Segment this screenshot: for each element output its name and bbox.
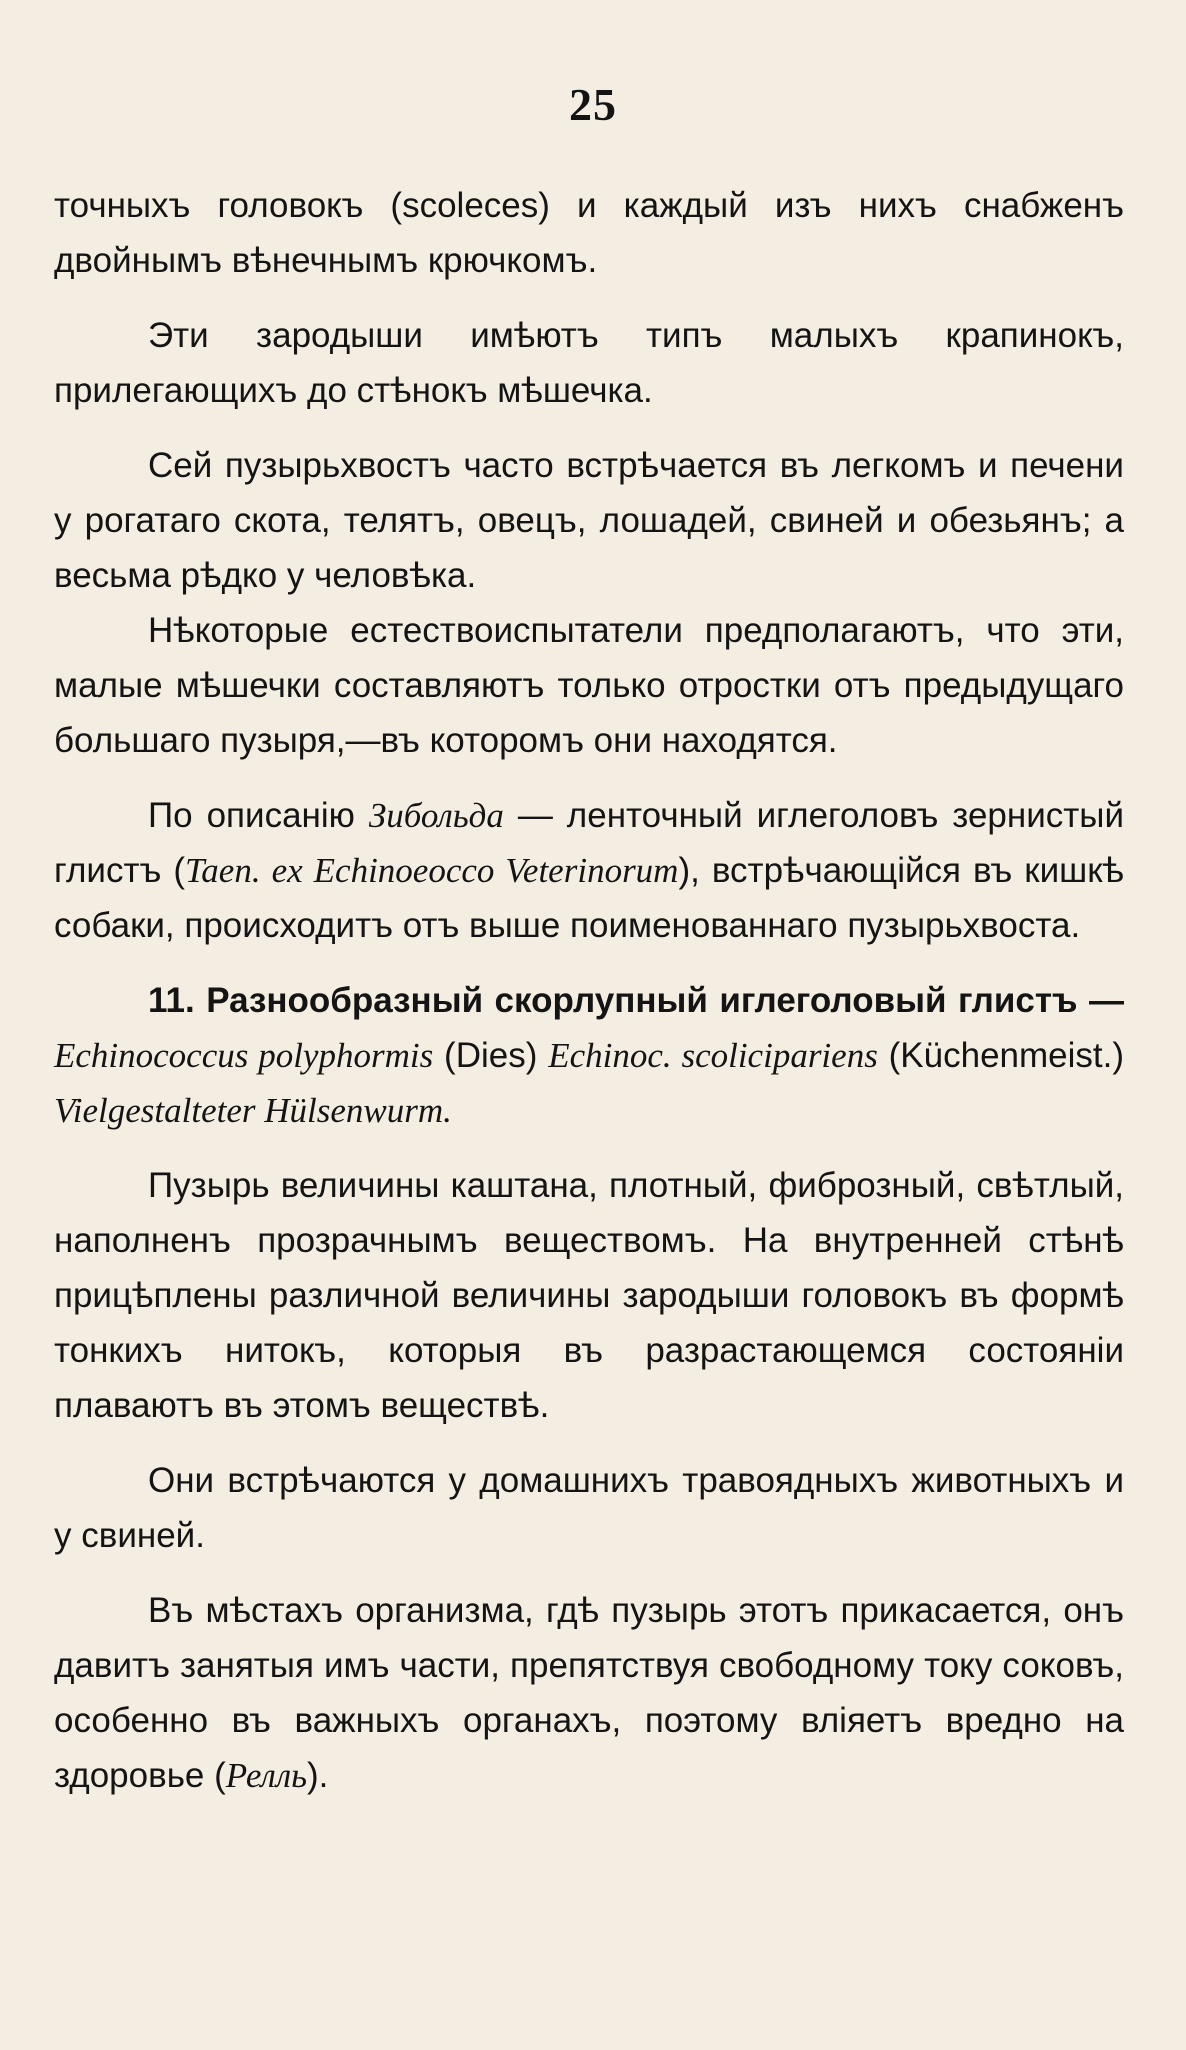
section-author-2: (Küchenmeist.) (877, 1036, 1125, 1075)
section-number: 11. (148, 981, 195, 1020)
section-author-1: (Dies) (433, 1036, 549, 1075)
siebold-text-c: ), встрѣчающійся въ кишкѣ собаки, происходитъ отъ выше поименованнаго пузырьхвоста. (54, 851, 1124, 945)
paragraph-embryos: Эти зародыши имѣютъ типъ малыхъ крапинокъ, прилегающихъ до стѣнокъ мѣшечка. (54, 316, 1124, 410)
section-latin-name-1: Echinococcus polyphormis (54, 1036, 434, 1075)
paragraph-effects (54, 1583, 1124, 1803)
paragraph-hosts: Они встрѣчаются у домашнихъ травоядныхъ животныхъ и у свиней. (54, 1461, 1124, 1555)
paragraph-occurrence: Сей пузырьхвостъ часто встрѣчается въ легкомъ и печени у рогатаго скота, телятъ, овецъ, лошадей, свиней и обезьянъ; а весьма рѣдко у человѣка. (54, 446, 1124, 595)
siebold-text-a: По описанію (148, 796, 369, 835)
siebold-text-b: — ленточный иглеголовъ зернистый глистъ ( (54, 796, 1124, 890)
effects-reference: Релль (225, 1756, 308, 1795)
effects-text-b: ). (307, 1756, 329, 1795)
siebold-latin-name: Taen. ex Echinoeocco Veterinorum (185, 851, 679, 890)
paragraph-description: Пузырь величины каштана, плотный, фиброзный, свѣтлый, наполненъ прозрачнымъ веществомъ. На внутренней стѣнѣ прицѣплены различной величины зародыши головокъ въ формѣ тонкихъ нитокъ, которыя въ разрастающемся состояніи плаваютъ въ этомъ веществѣ. (54, 1166, 1124, 1425)
section-11-heading (54, 973, 1124, 1138)
paragraph-hypothesis: Нѣкоторые естествоиспытатели предполагаютъ, что эти, малые мѣшечки составляютъ только отростки отъ предыдущаго большаго пузыря,—въ которомъ они находятся. (54, 611, 1124, 760)
effects-text-a: Въ мѣстахъ организма, гдѣ пузырь этотъ прикасается, онъ давитъ занятыя имъ части, препятствуя свободному току соковъ, особенно въ важныхъ органахъ, поэтому вліяетъ вредно на здоровье ( (54, 1591, 1124, 1795)
section-latin-name-2: Echinoc. scolicipariens (548, 1036, 878, 1075)
paragraph-continuation: точныхъ головокъ (scolece​s) и каждый изъ нихъ снабженъ двойнымъ вѣнечнымъ крючкомъ. (54, 186, 1124, 280)
siebold-author: Зибольда (368, 796, 504, 835)
paragraph-siebold (54, 788, 1124, 953)
page-number: 25 (569, 79, 617, 130)
section-german-name: Vielgestalteter Hülsenwurm. (54, 1091, 452, 1130)
page-body (54, 178, 1124, 1803)
section-title: Разнообразный скорлупный иглеголовый глистъ — (194, 981, 1124, 1020)
